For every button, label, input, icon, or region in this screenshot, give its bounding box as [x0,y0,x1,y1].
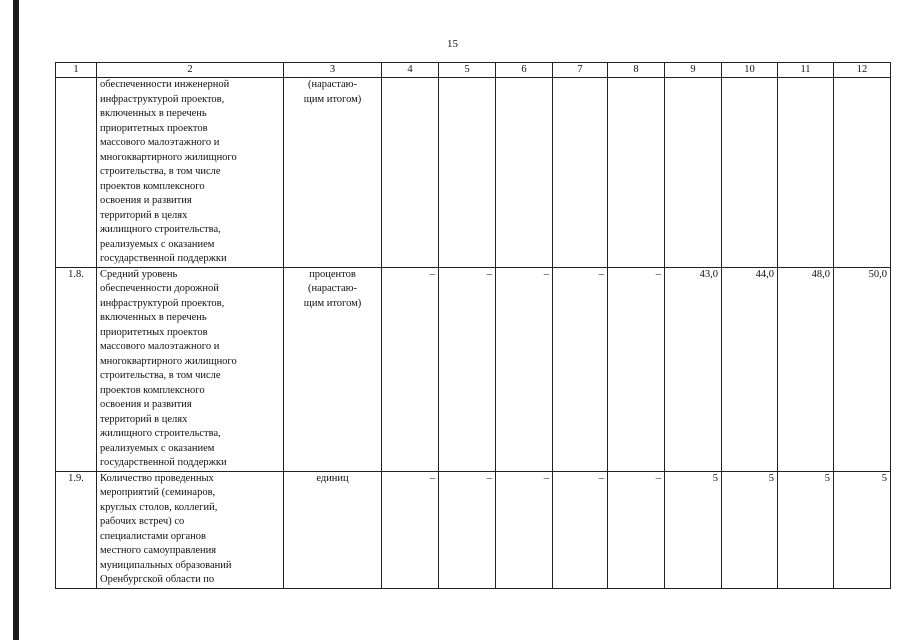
value-cell: 5 [778,471,834,588]
value-cell: – [608,471,665,588]
header-cell: 6 [496,63,553,78]
value-cell: – [439,471,496,588]
header-cell: 9 [665,63,722,78]
value-cell: 48,0 [778,267,834,471]
value-cell: – [553,267,608,471]
table-row [56,78,891,268]
value-cell: 43,0 [665,267,722,471]
unit-cell: единиц [284,471,382,588]
unit-cell: (нарастаю- щим итогом) [284,78,382,268]
value-cell [608,78,665,268]
value-cell: – [439,267,496,471]
value-cell: 50,0 [834,267,891,471]
value-cell: 44,0 [722,267,778,471]
table-row [56,471,891,588]
header-cell: 4 [382,63,439,78]
value-cell: – [608,267,665,471]
value-cell [665,78,722,268]
indicator-name: Средний уровень обеспеченности дорожной инфраструктурой проектов, включенных в перечень приоритетных проектов массового малоэтажного и многоквартирного жилищного строительства, в том числе проектов комплексного освоения и развития территорий в целях жилищного строительства, реализуемых с оказанием государственной поддержки [97,267,284,471]
header-row [56,63,891,78]
header-cell: 5 [439,63,496,78]
value-cell [439,78,496,268]
header-cell: 1 [56,63,97,78]
row-number: 1.8. [56,267,97,471]
value-cell [834,78,891,268]
data-table [55,62,891,589]
value-cell [553,78,608,268]
header-cell: 12 [834,63,891,78]
header-cell: 2 [97,63,284,78]
value-cell [496,78,553,268]
header-cell: 8 [608,63,665,78]
indicator-name: обеспеченности инженерной инфраструктурой проектов, включенных в перечень приоритетных проектов массового малоэтажного и многоквартирного жилищного строительства, в том числе проектов комплексного освоения и развития территорий в целях жилищного строительства, реализуемых с оказанием государственной поддержки [97,78,284,268]
value-cell: – [382,267,439,471]
row-number [56,78,97,268]
value-cell: 5 [722,471,778,588]
value-cell: – [496,267,553,471]
left-binding-bar [13,0,19,640]
value-cell: – [496,471,553,588]
value-cell: – [382,471,439,588]
header-cell: 10 [722,63,778,78]
value-cell: – [553,471,608,588]
header-cell: 7 [553,63,608,78]
header-cell: 11 [778,63,834,78]
page-number: 15 [447,38,458,50]
header-cell: 3 [284,63,382,78]
table-row [56,267,891,471]
unit-cell: процентов (нарастаю- щим итогом) [284,267,382,471]
row-number: 1.9. [56,471,97,588]
value-cell: 5 [665,471,722,588]
value-cell [778,78,834,268]
value-cell [382,78,439,268]
value-cell [722,78,778,268]
indicator-name: Количество проведенных мероприятий (семинаров, круглых столов, коллегий, рабочих встреч) со специалистами органов местного самоуправления муниципальных образований Оренбургской области по [97,471,284,588]
value-cell: 5 [834,471,891,588]
